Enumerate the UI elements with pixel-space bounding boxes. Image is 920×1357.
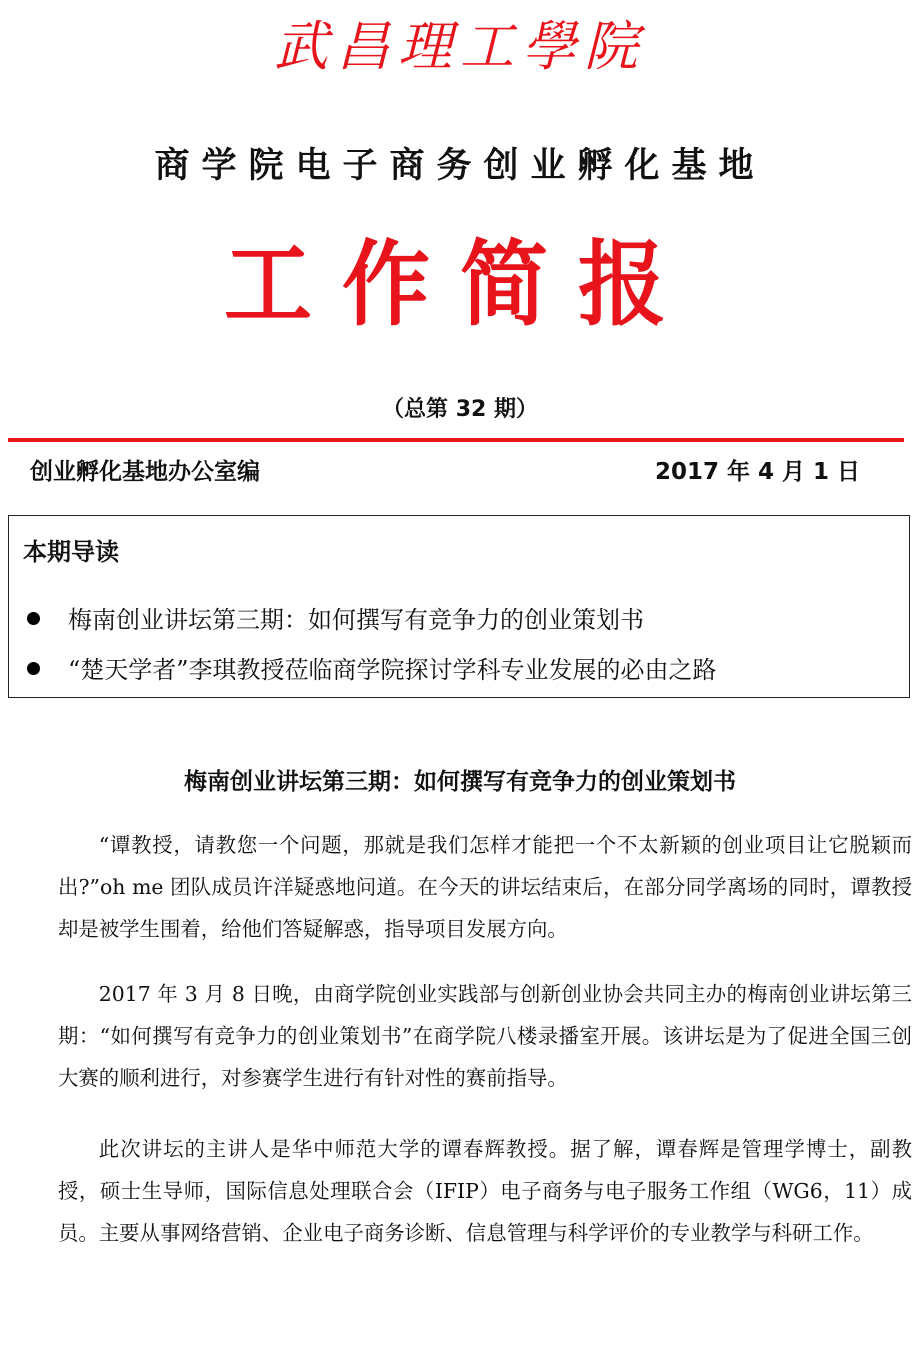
bullet-icon xyxy=(27,662,40,675)
toc-item-label: “楚天学者”李琪教授莅临商学院探讨学科专业发展的必由之路 xyxy=(68,656,717,684)
toc-item-label: 梅南创业讲坛第三期：如何撰写有竞争力的创业策划书 xyxy=(68,606,644,634)
issue-number: （总第 32 期） xyxy=(382,397,538,422)
article-paragraph: 此次讲坛的主讲人是华中师范大学的谭春辉教授。据了解，谭春辉是管理学博士，副教授，硕士生导师，国际信息处理联合会（IFIP）电子商务与电子服务工作组（WG6，11）成员。主要从事网络营销、企业电子商务诊断、信息管理与科学评价的专业教学与科研工作。 xyxy=(58,1137,912,1245)
toc-item xyxy=(23,600,644,640)
bulletin-title: 工作简报 xyxy=(223,230,696,339)
toc-box xyxy=(8,515,910,698)
editor-line: 创业孵化基地办公室编 xyxy=(30,459,260,485)
bullet-icon xyxy=(27,612,40,625)
toc-heading: 本期导读 xyxy=(23,538,119,566)
base-name: 商学院电子商务创业孵化基地 xyxy=(154,146,766,186)
school-logo: 武昌理工學院 xyxy=(274,15,646,78)
article-paragraph: 2017 年 3 月 8 日晚，由商学院创业实践部与创新创业协会共同主办的梅南创业讲坛第三期：“如何撰写有竞争力的创业策划书”在商学院八楼录播室开展。该讲坛是为了促进全国三创大赛的顺利进行，对参赛学生进行有针对性的赛前指导。 xyxy=(58,982,912,1090)
toc-item xyxy=(23,650,717,690)
article-paragraph: “谭教授，请教您一个问题，那就是我们怎样才能把一个不太新颖的创业项目让它脱颖而出?”oh me 团队成员许洋疑惑地问道。在今天的讲坛结束后，在部分同学离场的同时，谭教授却是被学生围着，给他们答疑解惑，指导项目发展方向。 xyxy=(58,833,912,941)
article-title: 梅南创业讲坛第三期：如何撰写有竞争力的创业策划书 xyxy=(184,769,736,795)
red-divider xyxy=(8,438,904,442)
publish-date: 2017 年 4 月 1 日 xyxy=(654,459,860,485)
